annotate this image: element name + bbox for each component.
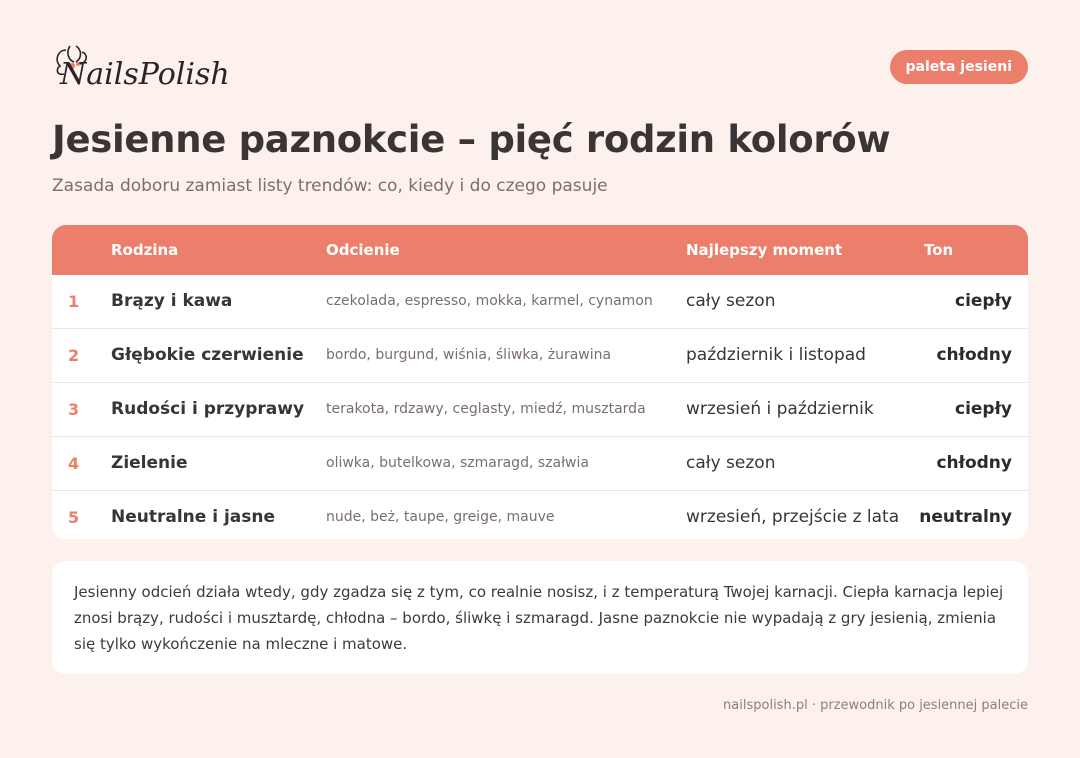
header-shades: Odcienie [326, 241, 400, 259]
table-row [52, 383, 1028, 437]
row-tone: ciepły [955, 399, 1012, 419]
row-shades: oliwka, butelkowa, szmaragd, szałwia [326, 455, 589, 471]
row-shades: nude, beż, taupe, greige, mauve [326, 509, 555, 525]
header-moment: Najlepszy moment [686, 241, 843, 259]
row-number: 1 [68, 292, 80, 311]
info-note: Jesienny odcień działa wtedy, gdy zgadza się z tym, co realnie nosisz, i z temperaturą Twojej karnacji. Ciepła karnacja lepiej znosi brązy, rudości i musztardę, chłodna – bordo, śliwkę i szmaragd. Jasne paznokcie nie wypadają z gry jesienią, zmienia się tylko wykończenie na mleczne i matowe. [52, 561, 1028, 674]
row-shades: czekolada, espresso, mokka, karmel, cynamon [326, 293, 653, 309]
row-number: 4 [68, 454, 80, 473]
table-row [52, 437, 1028, 491]
row-family: Głębokie czerwienie [111, 345, 304, 365]
row-number: 2 [68, 346, 80, 365]
header-tone: Ton [924, 241, 954, 259]
color-families-table [52, 225, 1028, 539]
table-header [52, 225, 1028, 275]
row-moment: wrzesień i październik [686, 399, 874, 419]
row-moment: cały sezon [686, 291, 776, 311]
row-tone: chłodny [936, 345, 1012, 365]
row-moment: wrzesień, przejście z lata [686, 507, 900, 527]
row-tone: chłodny [936, 453, 1012, 473]
page-subtitle: Zasada doboru zamiast listy trendów: co, kiedy i do czego pasuje [52, 176, 608, 196]
table-row [52, 491, 1028, 539]
row-family: Neutralne i jasne [111, 507, 276, 527]
row-tone: neutralny [919, 507, 1012, 527]
row-family: Rudości i przyprawy [111, 399, 305, 419]
brand-logo[interactable] [52, 40, 282, 96]
row-family: Brązy i kawa [111, 291, 233, 311]
logo-wordmark: NailsPolish [60, 57, 230, 92]
table-row [52, 275, 1028, 329]
row-shades: terakota, rdzawy, ceglasty, miedź, musztarda [326, 401, 646, 417]
row-family: Zielenie [111, 453, 188, 473]
row-tone: ciepły [955, 291, 1012, 311]
row-moment: październik i listopad [686, 345, 866, 365]
row-shades: bordo, burgund, wiśnia, śliwka, żurawina [326, 347, 612, 363]
row-number: 5 [68, 508, 80, 527]
palette-badge[interactable]: paleta jesieni [890, 50, 1028, 84]
footer-credit: nailspolish.pl · przewodnik po jesiennej palecie [723, 698, 1028, 713]
logo-icon [52, 40, 282, 96]
table-row [52, 329, 1028, 383]
row-number: 3 [68, 400, 80, 419]
page-title: Jesienne paznokcie – pięć rodzin kolorów [52, 118, 891, 161]
row-moment: cały sezon [686, 453, 776, 473]
header-family: Rodzina [111, 241, 179, 259]
